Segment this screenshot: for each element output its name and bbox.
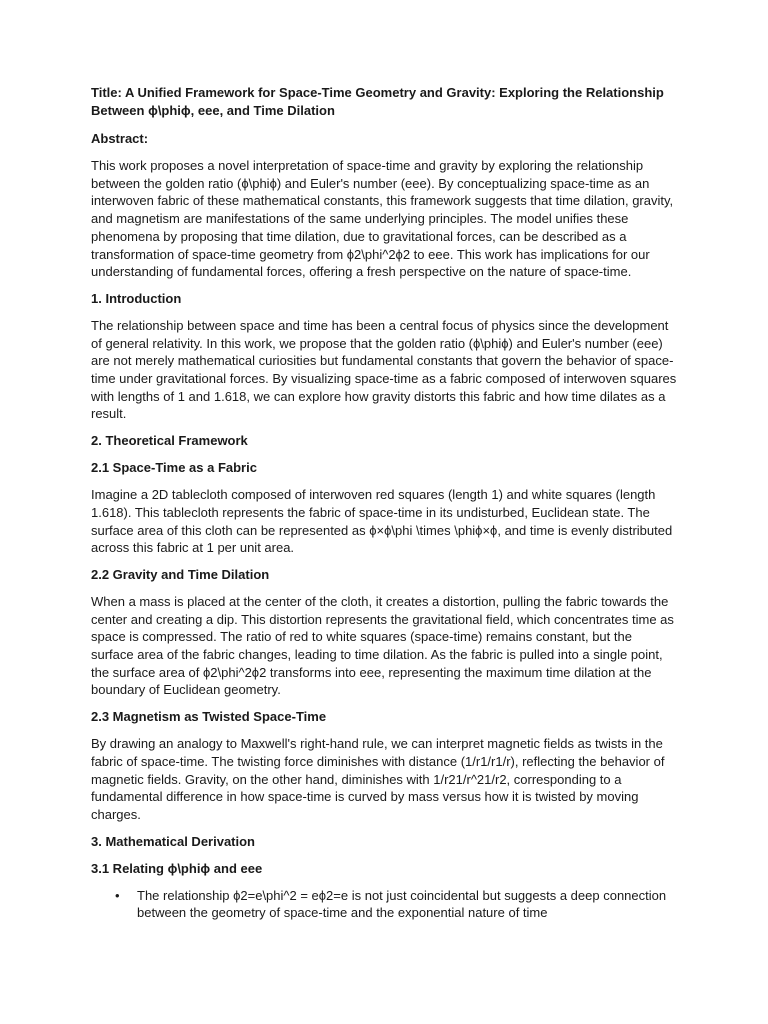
bullet-list [91,887,678,922]
abstract-text: This work proposes a novel interpretation of space-time and gravity by exploring the relationship between the golden ratio (ϕ\phiϕ) and Euler's number (eee). By conceptualizing space-time as an interwoven fabric of these mathematical constants, this framework suggests that time dilation, gravity, and magnetism are manifestations of the same underlying principles. The model unifies these phenomena by proposing that time dilation, due to gravitational forces, can be described as a transformation of space-time geometry from ϕ2\phi^2ϕ2 to eee. This work has implications for our understanding of fundamental forces, offering a fresh perspective on the nature of space-time. [91,158,674,280]
section-heading-theoretical-framework: 2. Theoretical Framework [91,433,248,449]
introduction-text: The relationship between space and time has been a central focus of physics since the development of general relativity. In this work, we propose that the golden ratio (ϕ\phiϕ) and Euler's number (eee) are not merely mathematical curiosities but fundamental constants that govern the behavior of space-time under gravitational forces. By visualizing space-time as a fabric composed of interwoven squares with lengths of 1 and 1.618, we can explore how gravity distorts this fabric and how time dilates as a result. [91,317,677,422]
bullet-marker: • [115,887,120,903]
section-heading-mathematical-derivation: 3. Mathematical Derivation [91,833,255,849]
section-heading-gravity-time-dilation: 2.2 Gravity and Time Dilation [91,566,270,582]
gravity-time-dilation-text: When a mass is placed at the center of the cloth, it creates a distortion, pulling the fabric towards the center and creating a dip. This distortion represents the gravitational field, which concentrates time as space is compressed. The ratio of red to white squares (space-time) remains constant, but the surface area of the fabric changes, leading to time dilation. As the fabric is pulled into a single point, the surface area of ϕ2\phi^2ϕ2 transforms into eee, representing the maximum time dilation at the boundary of Euclidean geometry. [91,593,674,698]
section-heading-relating-phi-e: 3.1 Relating ϕ\phiϕ and eee [91,860,263,876]
abstract-heading: Abstract: [91,131,149,146]
document-title: Title: A Unified Framework for Space-Time Geometry and Gravity: Exploring the Relationship Between ϕ\phiϕ, eee, and Time Dilation [91,85,664,118]
section-heading-magnetism: 2.3 Magnetism as Twisted Space-Time [91,709,327,725]
section-heading-space-time-fabric: 2.1 Space-Time as a Fabric [91,460,257,476]
bullet-text: The relationship ϕ2=e\phi^2 = eϕ2=e is not just coincidental but suggests a deep connection between the geometry of space-time and the exponential nature of time [137,887,667,921]
list-item [91,887,678,922]
space-time-fabric-text: Imagine a 2D tablecloth composed of interwoven red squares (length 1) and white squares (length 1.618). This tablecloth represents the fabric of space-time in its undisturbed, Euclidean state. The surface area of this cloth can be represented as ϕ×ϕ\phi \times \phiϕ×ϕ, and time is evenly distributed across this fabric at 1 per unit area. [91,487,673,556]
section-heading-introduction: 1. Introduction [91,290,182,306]
magnetism-text: By drawing an analogy to Maxwell's right-hand rule, we can interpret magnetic fields as twists in the fabric of space-time. The twisting force diminishes with distance (1/r1/r1/r), reflecting the behavior of magnetic fields. Gravity, on the other hand, diminishes with 1/r21/r^21/r2, corresponding to a fundamental difference in how space-time is curved by mass versus how it is twisted by moving charges. [91,736,665,822]
